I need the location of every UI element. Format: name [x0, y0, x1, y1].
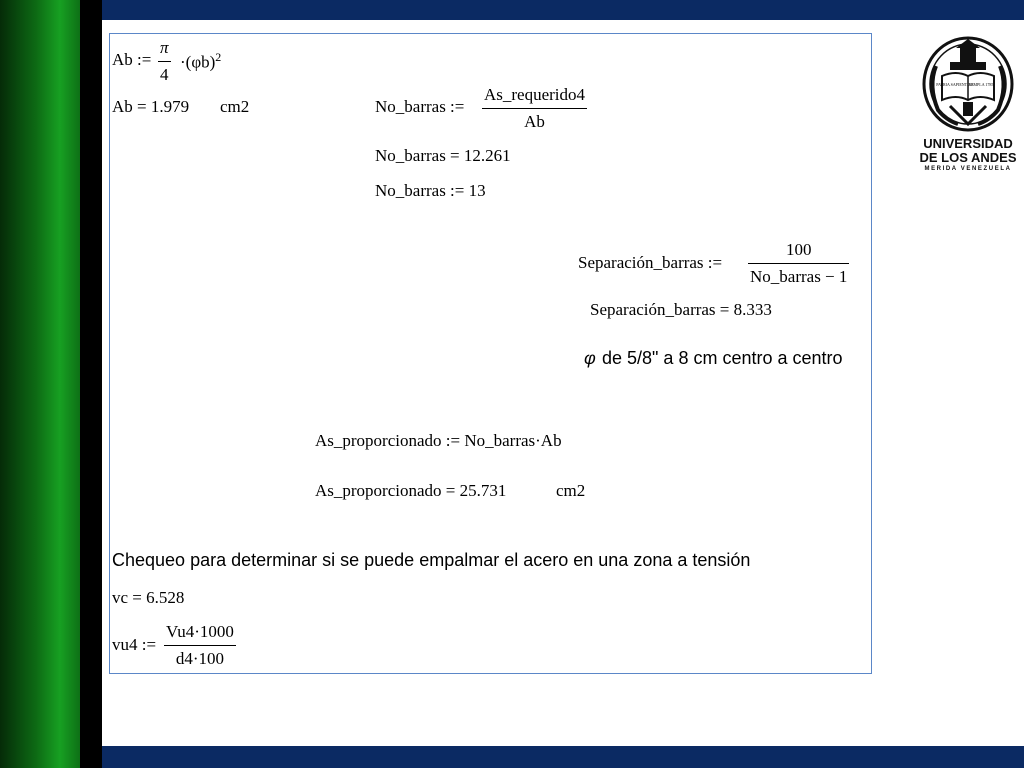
- nobarras-def-lhs: No_barras :=: [375, 97, 465, 116]
- top-navy-bar: [102, 0, 1024, 20]
- ab-unit: cm2: [220, 97, 250, 116]
- vc-result: vc = 6.528: [112, 588, 185, 607]
- ab-def-rest-text: ·(φb): [180, 52, 216, 72]
- book-left-text: PATRIA SAPIENTIAE: [936, 82, 974, 87]
- ab-def-exp: 2: [215, 50, 222, 64]
- check-heading: Chequeo para determinar si se puede empalmar el acero en una zona a tensión: [112, 550, 751, 570]
- ab-def-rest: [180, 51, 221, 71]
- left-green-band: [0, 0, 80, 768]
- sep-def-fraction: [748, 240, 849, 287]
- sep-def-lhs: Separación_barras :=: [578, 253, 723, 272]
- asprop-def: As_proporcionado := No_barras·Ab: [315, 431, 562, 450]
- phi-symbol: φ: [584, 348, 596, 368]
- nobarras-assign: No_barras := 13: [375, 181, 486, 200]
- spacing-note: de 5/8" a 8 cm centro a centro: [602, 348, 843, 368]
- university-name: [916, 137, 1020, 165]
- book-right-text: TEMPLA 1785: [968, 82, 994, 87]
- ab-def-pi: π: [160, 38, 169, 57]
- ab-def-lhs: Ab :=: [112, 50, 152, 69]
- vu4-def-lhs: vu4 :=: [112, 635, 157, 654]
- sep-def-num: 100: [785, 240, 812, 259]
- sep-result: Separación_barras = 8.333: [590, 300, 772, 319]
- sep-def-den: No_barras − 1: [748, 263, 849, 287]
- asprop-result: As_proporcionado = 25.731: [315, 481, 507, 500]
- vu4-def-fraction: [164, 622, 236, 669]
- nobarras-result: No_barras = 12.261: [375, 146, 511, 165]
- asprop-unit: cm2: [556, 481, 586, 500]
- vu4-def-den: d4·100: [164, 645, 236, 669]
- ab-result: Ab = 1.979: [112, 97, 190, 116]
- nobarras-def-num: As_requerido4: [484, 85, 586, 104]
- university-location: MERIDA VENEZUELA: [924, 166, 1012, 172]
- ab-def-four: 4: [158, 61, 171, 85]
- bottom-navy-bar: [102, 746, 1024, 768]
- worksheet-panel: [109, 33, 872, 674]
- nobarras-def-fraction: [482, 85, 587, 132]
- vu4-def-num: Vu4·1000: [166, 622, 234, 641]
- university-name-line2: DE LOS ANDES: [919, 150, 1017, 165]
- nobarras-def-den: Ab: [482, 108, 587, 132]
- ab-def-fraction: [158, 38, 171, 85]
- left-black-band: [80, 0, 102, 768]
- university-name-line1: UNIVERSIDAD: [923, 136, 1013, 151]
